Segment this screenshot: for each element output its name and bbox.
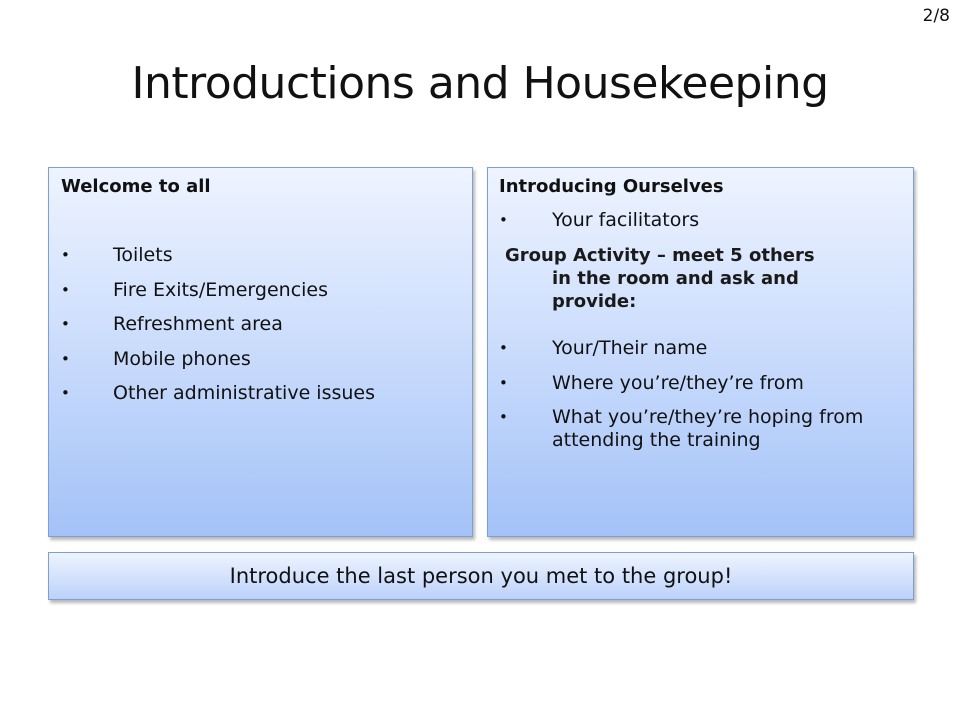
list-item (499, 406, 899, 452)
group-activity-line: Group Activity – meet 5 others (505, 245, 815, 266)
list-item (61, 348, 461, 371)
list-item (61, 313, 461, 336)
closing-banner: Introduce the last person you met to the group! (48, 552, 914, 600)
facilitators-list (499, 209, 899, 232)
bullet-icon: • (61, 246, 70, 264)
bullet-icon: • (499, 211, 508, 229)
list-item-text: Your facilitators (552, 209, 700, 231)
slide-title: Introductions and Housekeeping (131, 58, 829, 109)
list-item-text: Your/Their name (552, 337, 708, 359)
welcome-heading: Welcome to all (61, 176, 211, 197)
activity-questions-list (499, 337, 899, 464)
bullet-icon: • (499, 373, 508, 392)
list-item (61, 279, 461, 302)
housekeeping-list (61, 244, 461, 417)
page-counter: 2/8 (922, 6, 950, 26)
introductions-box (487, 167, 914, 537)
list-item-text: Fire Exits/Emergencies (113, 278, 329, 301)
bullet-icon: • (61, 315, 70, 333)
list-item (61, 382, 461, 405)
bullet-icon: • (61, 349, 70, 368)
list-item (499, 372, 899, 395)
list-item (499, 209, 899, 232)
bullet-icon: • (61, 280, 70, 299)
list-item (61, 244, 461, 267)
list-item-text: Where you’re/they’re from (552, 371, 804, 394)
group-activity-continuation: in the room and ask and provide: (552, 268, 799, 312)
bullet-icon: • (499, 339, 508, 357)
bullet-icon: • (61, 384, 70, 402)
list-item-text: Mobile phones (113, 347, 251, 370)
list-item (499, 337, 899, 360)
list-item-text: What you’re/they’re hoping from attending the training (552, 406, 864, 451)
bullet-icon: • (499, 408, 508, 426)
introductions-heading: Introducing Ourselves (499, 176, 724, 197)
list-item-text: Toilets (113, 244, 173, 266)
list-item-text: Refreshment area (113, 313, 283, 335)
welcome-box (48, 167, 473, 537)
list-item-text: Other administrative issues (113, 382, 376, 404)
group-activity-heading (505, 244, 885, 313)
